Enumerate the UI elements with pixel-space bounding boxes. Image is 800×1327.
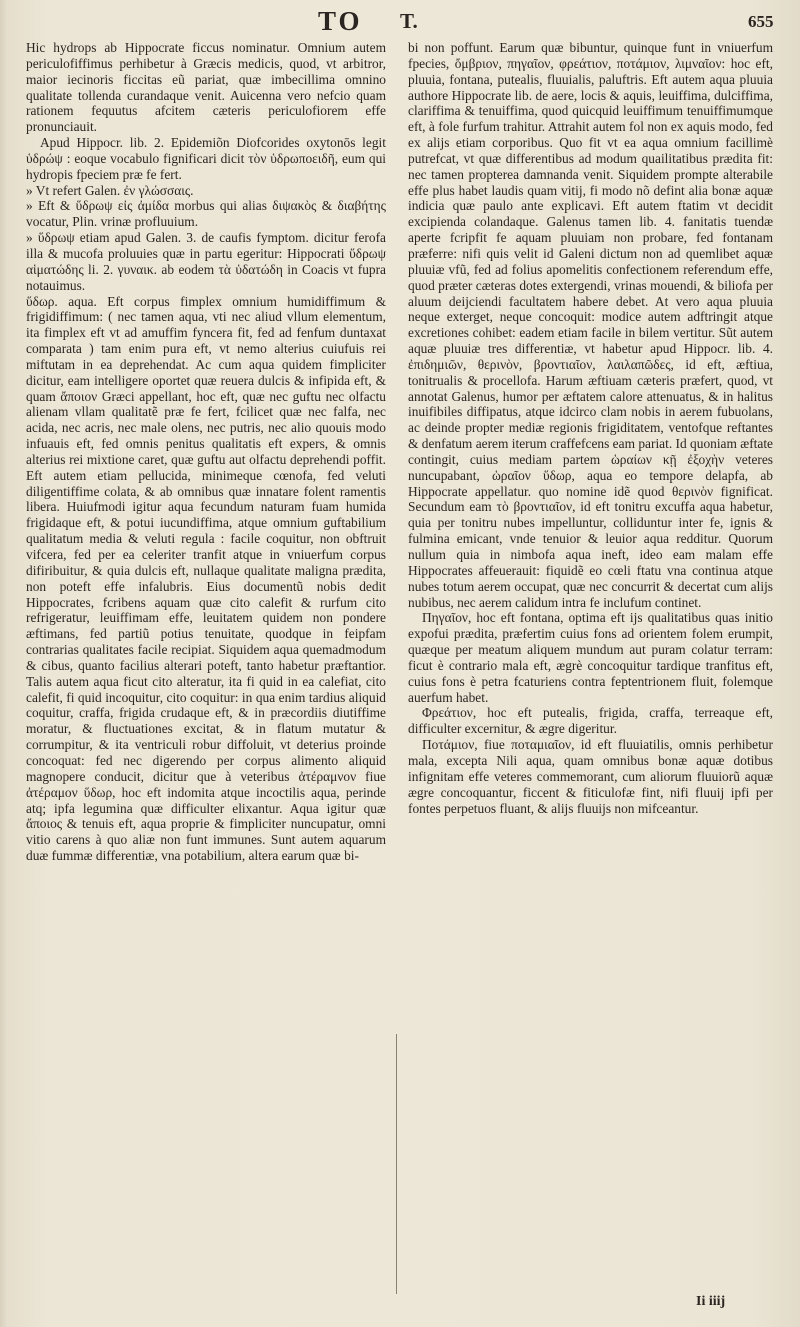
paragraph: Apud Hippocr. lib. 2. Epidemiõn Diofcorides oxytonōs legit ὑδρώψ : eoque vocabulo fignificari dicit τὸν ὑδρωποειδῆ, eum qui hydropis fpeciem præ fe fert. xyxy=(26,135,386,182)
running-header xyxy=(0,6,800,40)
column-divider xyxy=(396,1034,397,1294)
paragraph: Ποτάμιον, fiue ποταμιαῖον, id eft fluuiatilis, omnis perhibetur mala, excepta Nili aqua, quam omnibus bonæ aquæ dotibus infignitam effe veteres commemorant, cum aliorum fluuiorũ aquæ ægre concoquantur, ficcent & fiticulofæ fint, nifi fluuij ipfi per fontes perpetuos fluant, & alijs fluuijs non mifceantur. xyxy=(408,737,773,816)
paragraph: bi non poffunt. Earum quæ bibuntur, quinque funt in vniuerfum fpecies, ὄμβριον, πηγαῖον, φρεάτιον, ποτάμιον, λιμναῖον: hoc eft, pluuia, fontana, putealis, fluuialis, paluftris. Eft autem aqua pluuia authore Hippocrate lib. de aere, locis & aquis, leuiffima, dulciffima, clariffima & tenuiffima, quod quicquid leuiffimum tenuiffimumque eft, à fole furfum trahitur. Attrahit autem fol non ex aquis modo, fed ex alijs etiam corporibus. Quo fit vt ea aqua omnium facillimè putrefcat, vt quæ differentibus ad modum quailitatibus prædita fit: nec tamen propterea damnanda venit. Siquidem prompte alterabile effe plus habet laudis quam vitij, fi modo nõ defint alia bonæ aquæ indicia quæ paulo ante explicavi. Eft autem ftatim vt decidit excipienda colandaque. Galenus tamen lib. 4. fanitatis tuendæ aperte fcripfit fe aquam pluuiam non probare, fed fontanam præferre: nifi quis velit id Galeni dictum non ad quemlibet aquæ pluuiæ vfũ, fed ad folius apomelitis confectionem referendum effe, quod præter cæteras dotes extergendi, vrinas mouendi, & biliofa per aluum deijciendi facultatem habere debet. At vero aqua pluuia neque exterget, neque concoquit: modice autem adftringit atque excretiones cohibet: eadem etiam facile in bilem vertitur. Sũt autem aquæ pluuiæ tres differentiæ, vt habetur apud Hippocr. lib. 4. ἐπιδημιῶν, θερινὸν, βροντιαῖον, λαιλαπῶδες, id eft, æftiua, tonitrualis & procellofa. Harum æftiuam cæteris præfert, quod, vt annotat Galenus, humor per æftatem calore attenuatus, & in halitus inuifibiles diffipatus, atque idcirco clam nobis in aerem fubuolans, ac deinde propter mediæ regionis frigiditatem, ventofque reftantes & denfatum aerem iterum craffefcens eam pariat. Id quoniam æftate contingit, cuius mediam partem ὡραίων κῇ ἐξοχὴν veteres nuncupabant, ὡραῖον ὕδωρ, aqua eo tempore delapfa, ab Hippocrate appellatur. quo nomine idẽ quod θερινὸν fignificat. Secundum eam τὸ βροντιαῖον, id eft tonitru excuffa aqua habetur, quia per tonitru nubes impelluntur, colliduntur inter fe, ignis & fulmina emicant, vnde tenuior & leuior aqua redditur. Quorum nullum quia in nimbofa aqua ineft, ideo eam malam effe Hippocrates affeuerauit: fiquidẽ eo cœli ftatu vna continua atque nubes totum aerem occupat, quæ nec concurrit & decertat cum alijs nubibus, nec aerem calidum intra fe inclufum continet. xyxy=(408,40,773,610)
right-column xyxy=(408,40,773,816)
paragraph: » ὕδρωψ etiam apud Galen. 3. de caufis fymptom. dicitur ferofa illa & mucofa proluuies quæ in partu egeritur: Hippocrati ὕδρωψ αἱματώδης li. 2. γυναικ. ab eodem τὰ ὑδατώδη in Coacis vt fupra notauimus. xyxy=(26,230,386,293)
signature-mark: Ii iiij xyxy=(696,1294,726,1309)
paragraph: » Eft & ὕδρωψ εἰς ἀμίδα morbus qui alias διψακὸς & διαβήτης vocatur, Plin. vrinæ profluuium. xyxy=(26,198,386,230)
paragraph: Πηγαῖον, hoc eft fontana, optima eft ijs qualitatibus quas initio expofui prædita, præfertim cuius fons ad orientem folem erumpit, quæque per meatum aliquem mundum aut puram colatur terram: ficut è contrario mala eft, ægrè concoquitur tardique tranfitus eft, cuius fons è petra fcaturiens contra feptentrionem fluit, folemque auerfum habet. xyxy=(408,610,773,705)
page-number: 655 xyxy=(748,12,774,31)
paragraph: ὕδωρ. aqua. Eft corpus fimplex omnium humidiffimum & frigidiffimum: ( nec tamen aqua, vti nec aliud vllum elementum, ita fimplex eft vt ad amuffim fyncera fit, fed ad fenfum duntaxat comparata ) tam enim pura eft, vt nemo alterius cuiufuis rei miftutam in ea deprehendat. Ac cum aqua quidem fimpliciter dicitur, eam intelligere oportet quæ reuera dulcis & infipida eft, & quam ἄποιον Græci appellant, hoc eft, quæ nec guftu nec olfactu alienam vllam qualitatẽ præ fe fert, fcilicet quæ nec falfa, nec acida, nec acris, nec male olens, nec putris, nec alio quouis modo infuauis eft, fed omnis penitus qualitatis eft expers, & omnis alterius rei mixtione caret, quæ guftu aut olfactu deprehendi poffit. Eft autem etiam pellucida, minimeque cœnofa, fed veluti diligentiffime colata, & ab omnibus quæ innatare folent ramentis libera. Huiufmodi igitur aqua fecundum naturam fuam humida frigidaque eft, & potui iucundiffima, atque omnium guftabilium qualitatum media & veluti regula : facile coquitur, non obftruit vifcera, fed per ea celeriter tranfit atque in vniuerfum corpus difiribuitur, & quia dulcis eft, nullaque qualitate maligna prædita, non poteft effe infalubris. Eius documentũ nobis dedit Hippocrates, fcribens aquam quæ cito calefit & rurfum cito refrigeratur, leuiffimam effe, leuitatem quidem non pondere æftimans, fed partiũ potius tenuitate, quodque in feipfam contrarias qualitates facile recipiat. Siquidem aqua quemadmodum & cibus, quanto facilius alterari poteft, tanto habetur præftantior. Talis autem aqua ficut cito alteratur, ita fi quid in ea calefiat, cito calefit, fi quid incoquitur, cito coquitur: in qua enim tardius aliquid coquitur, craffa, frigida crudaque eft, & in præcordiis diutiffime moratur, & fluctuationes excitat, & in flatum mutatur & corrumpitur, & ita ventriculi robur diffoluit, vt deterius proinde concoquat: fed nec digerendo per corpus alimento aliquid magnopere conducit, dicitur que à veteribus ἀτέραμνον fiue ἀτέραμον ὕδωρ, hoc eft indomita atque incoctilis aqua, perinde atq; ipfa legumina quæ difficulter elixantur. Aqua igitur quæ ἄποιος & tenuis eft, aqua proprie & fimpliciter nuncupatur, omni vitio carens à quo aliæ non funt immunes. Sunt autem aquarum duæ fummæ differentiæ, vna potabilium, altera earum quæ bi- xyxy=(26,293,386,864)
paragraph: Φρεάτιον, hoc eft putealis, frigida, craffa, terreaque eft, difficulter excernitur, & ægre digeritur. xyxy=(408,705,773,737)
paragraph: » Vt refert Galen. ἐν γλώσσαις. xyxy=(26,182,194,198)
page-edge-shadow xyxy=(0,0,8,1327)
paragraph: Hic hydrops ab Hippocrate ficcus nominatur. Omnium autem periculofiffimus perhibetur à Græcis medicis, quod, vt arbitror, maior iecinoris ficcitas eũ pariat, quæ imbecillima omnino qualitate tollenda curandaque venit. Auicenna vero nefcio quam rationem fequutus afcitem cæteris periculofiorem effe pronunciauit. xyxy=(26,40,386,135)
header-title-left: TO xyxy=(318,6,363,36)
header-title-right: T. xyxy=(400,9,418,33)
left-column xyxy=(26,40,386,864)
